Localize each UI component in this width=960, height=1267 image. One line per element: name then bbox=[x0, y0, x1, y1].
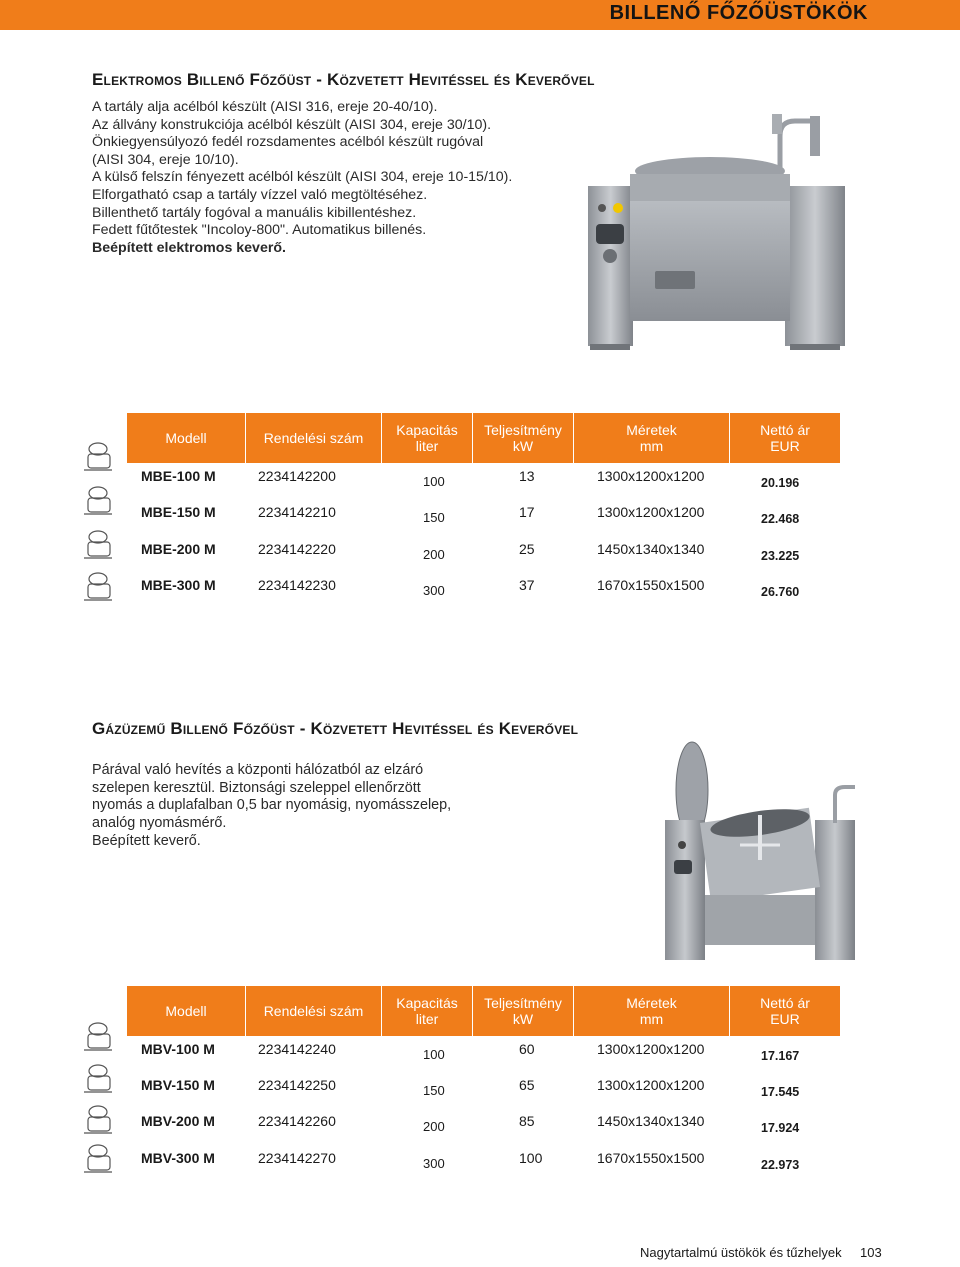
table-row bbox=[127, 1071, 840, 1107]
section2-line: szelepen keresztül. Biztonsági szeleppel ellenőrzött bbox=[92, 779, 421, 796]
kettle-icon bbox=[80, 1142, 116, 1176]
cell-power: 65 bbox=[519, 1077, 535, 1093]
col-price bbox=[730, 413, 840, 463]
cell-dims: 1450x1340x1340 bbox=[597, 1113, 705, 1129]
table-row bbox=[127, 535, 840, 571]
section1-title: Elektromos Billenő Főzőüst - Közvetett Hevitéssel és Keverővel bbox=[92, 70, 595, 89]
cell-dims: 1450x1340x1340 bbox=[597, 541, 705, 557]
cell-price: 22.973 bbox=[761, 1158, 800, 1172]
section2-description bbox=[92, 762, 451, 851]
col-price bbox=[730, 986, 840, 1036]
cell-order: 2234142250 bbox=[258, 1077, 336, 1093]
col-dims-unit: mm bbox=[639, 1011, 664, 1027]
col-power bbox=[473, 413, 573, 463]
col-dims bbox=[574, 986, 729, 1036]
cell-capacity: 300 bbox=[423, 583, 445, 598]
cell-dims: 1300x1200x1200 bbox=[597, 1077, 705, 1093]
cell-capacity: 150 bbox=[423, 1083, 445, 1098]
cell-order: 2234142270 bbox=[258, 1150, 336, 1166]
cell-model: MBV-150 M bbox=[141, 1077, 215, 1093]
cell-price: 23.225 bbox=[761, 549, 800, 563]
col-capacity-label: Kapacitás bbox=[396, 422, 458, 438]
section1-line: A tartály alja acélból készült (AISI 316, ereje 20-40/10). bbox=[92, 99, 438, 115]
section1-line: Önkiegyensúlyozó fedél rozsdamentes acélból készült rugóval bbox=[92, 134, 484, 151]
cell-order: 2234142230 bbox=[258, 577, 336, 593]
cell-order: 2234142210 bbox=[258, 504, 336, 520]
col-power bbox=[473, 986, 573, 1036]
table2-header bbox=[127, 986, 840, 1036]
kettle-icon bbox=[80, 570, 116, 604]
col-power-label: Teljesítmény bbox=[484, 422, 562, 438]
cell-capacity: 100 bbox=[423, 474, 445, 489]
cell-model: MBV-100 M bbox=[141, 1041, 215, 1057]
section1-bold-line: Beépített elektromos keverő. bbox=[92, 239, 286, 256]
cell-order: 2234142200 bbox=[258, 468, 336, 484]
col-order bbox=[246, 986, 381, 1036]
col-price-label: Nettó ár bbox=[760, 422, 810, 438]
cell-price: 26.760 bbox=[761, 585, 800, 599]
cell-capacity: 150 bbox=[423, 510, 445, 525]
col-order-label: Rendelési szám bbox=[263, 1003, 364, 1019]
cell-price: 17.167 bbox=[761, 1049, 800, 1063]
cell-order: 2234142240 bbox=[258, 1041, 336, 1057]
section1-line: Billenthető tartály fogóval a manuális kibillentéshez. bbox=[92, 204, 417, 221]
cell-capacity: 300 bbox=[423, 1156, 445, 1171]
cell-order: 2234142220 bbox=[258, 541, 336, 557]
kettle-icon bbox=[80, 1103, 116, 1137]
cell-model: MBE-100 M bbox=[141, 468, 216, 484]
col-price-label: Nettó ár bbox=[760, 995, 810, 1011]
col-power-unit: kW bbox=[512, 438, 534, 454]
product-photo-gas-kettle bbox=[660, 735, 860, 963]
kettle-icon bbox=[80, 528, 116, 562]
footer-text: Nagytartalmú üstökök és tűzhelyek bbox=[640, 1245, 842, 1260]
col-power-label: Teljesítmény bbox=[484, 995, 562, 1011]
cell-dims: 1670x1550x1500 bbox=[597, 577, 705, 593]
cell-dims: 1300x1200x1200 bbox=[597, 468, 705, 484]
col-model-label: Modell bbox=[165, 430, 207, 446]
table-row bbox=[127, 462, 840, 498]
col-model bbox=[127, 413, 245, 463]
cell-power: 100 bbox=[519, 1150, 543, 1166]
cell-price: 17.545 bbox=[761, 1085, 800, 1099]
section1-line: Elforgatható csap a tartály vízzel való megtöltéséhez. bbox=[92, 186, 428, 203]
col-capacity bbox=[382, 413, 472, 463]
section1-line: A külső felszín fényezett acélból készült (AISI 304, ereje 10-15/10). bbox=[92, 169, 513, 186]
section2-line: Párával való hevítés a központi hálózatból az elzáró bbox=[92, 762, 424, 778]
cell-price: 20.196 bbox=[761, 476, 800, 490]
cell-power: 13 bbox=[519, 468, 535, 484]
kettle-icon bbox=[80, 484, 116, 518]
cell-power: 37 bbox=[519, 577, 535, 593]
section2-line: analóg nyomásmérő. bbox=[92, 815, 227, 832]
table-row bbox=[127, 1107, 840, 1143]
col-model-label: Modell bbox=[165, 1003, 207, 1019]
cell-model: MBE-200 M bbox=[141, 541, 216, 557]
section2-title: Gázüzemű Billenő Főzőüst - Közvetett Hevitéssel és Keverővel bbox=[92, 719, 579, 738]
section2-line: Beépített keverő. bbox=[92, 832, 201, 849]
page-number: 103 bbox=[860, 1245, 882, 1260]
col-capacity bbox=[382, 986, 472, 1036]
cell-order: 2234142260 bbox=[258, 1113, 336, 1129]
page-header-title: BILLENŐ FŐZŐÜSTÖKÖK bbox=[609, 2, 868, 24]
cell-dims: 1300x1200x1200 bbox=[597, 1041, 705, 1057]
cell-dims: 1300x1200x1200 bbox=[597, 504, 705, 520]
section1-line: (AISI 304, ereje 10/10). bbox=[92, 151, 239, 168]
cell-power: 60 bbox=[519, 1041, 535, 1057]
electric-kettle-illustration bbox=[570, 106, 870, 352]
section2-line: nyomás a duplafalban 0,5 bar nyomásig, nyomásszelep, bbox=[92, 797, 452, 814]
col-model bbox=[127, 986, 245, 1036]
col-order-label: Rendelési szám bbox=[263, 430, 364, 446]
cell-price: 17.924 bbox=[761, 1121, 800, 1135]
product-photo-electric-kettle bbox=[570, 106, 870, 352]
cell-power: 17 bbox=[519, 504, 535, 520]
cell-model: MBV-200 M bbox=[141, 1113, 215, 1129]
cell-model: MBV-300 M bbox=[141, 1150, 215, 1166]
table-row bbox=[127, 571, 840, 607]
table-row bbox=[127, 1035, 840, 1071]
col-dims-unit: mm bbox=[639, 438, 664, 454]
col-dims-label: Méretek bbox=[626, 995, 677, 1011]
section1-line: Az állvány konstrukciója acélból készült (AISI 304, ereje 30/10). bbox=[92, 116, 492, 133]
col-price-unit: EUR bbox=[770, 1011, 800, 1027]
table-row bbox=[127, 1144, 840, 1180]
cell-dims: 1670x1550x1500 bbox=[597, 1150, 705, 1166]
cell-price: 22.468 bbox=[761, 512, 800, 526]
col-power-unit: kW bbox=[512, 1011, 534, 1027]
col-capacity-unit: liter bbox=[415, 1011, 439, 1027]
col-capacity-label: Kapacitás bbox=[396, 995, 458, 1011]
col-capacity-unit: liter bbox=[415, 438, 439, 454]
table1-header bbox=[127, 413, 840, 463]
section1-description bbox=[92, 99, 512, 257]
col-order bbox=[246, 413, 381, 463]
cell-model: MBE-150 M bbox=[141, 504, 216, 520]
section1-line: Fedett fűtőtestek "Incoloy-800". Automatikus billenés. bbox=[92, 222, 427, 239]
cell-power: 85 bbox=[519, 1113, 535, 1129]
cell-capacity: 200 bbox=[423, 547, 445, 562]
cell-model: MBE-300 M bbox=[141, 577, 216, 593]
col-dims-label: Méretek bbox=[626, 422, 677, 438]
col-price-unit: EUR bbox=[770, 438, 800, 454]
gas-kettle-illustration bbox=[660, 735, 860, 963]
cell-capacity: 100 bbox=[423, 1047, 445, 1062]
kettle-icon bbox=[80, 440, 116, 474]
cell-power: 25 bbox=[519, 541, 535, 557]
table-row bbox=[127, 498, 840, 534]
kettle-icon bbox=[80, 1062, 116, 1096]
col-dims bbox=[574, 413, 729, 463]
cell-capacity: 200 bbox=[423, 1119, 445, 1134]
kettle-icon bbox=[80, 1020, 116, 1054]
